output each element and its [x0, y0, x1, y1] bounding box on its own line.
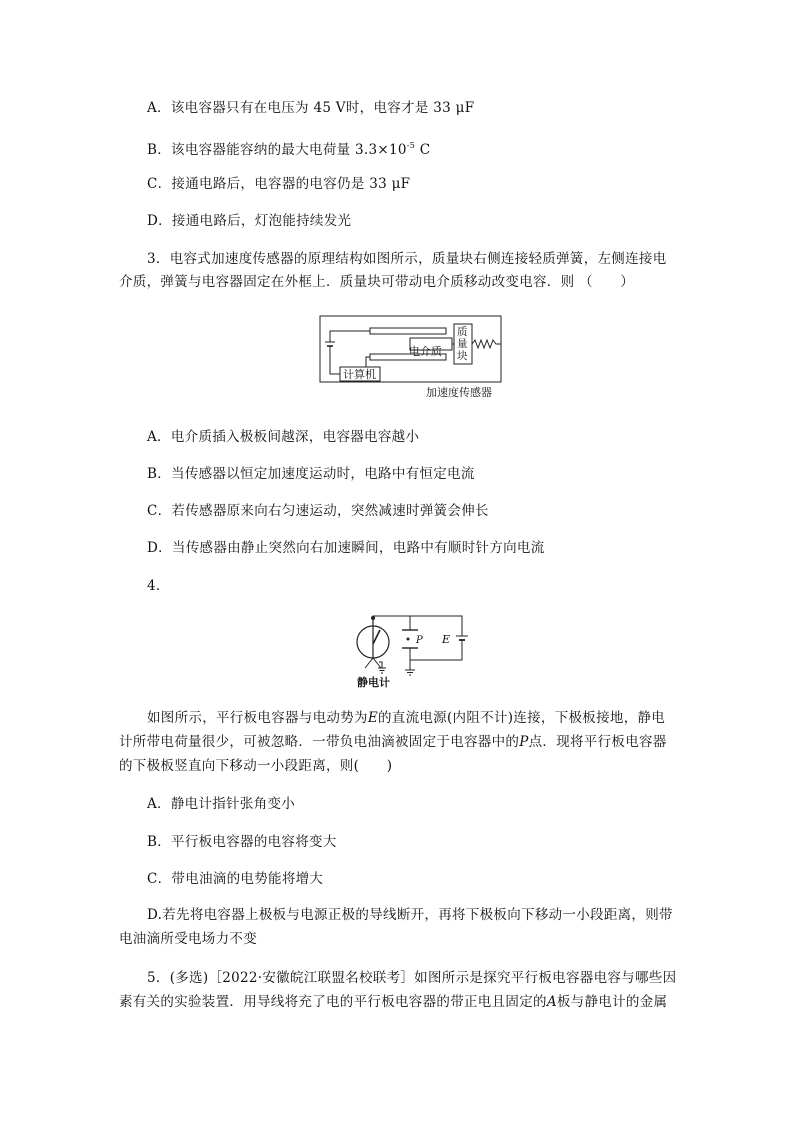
electrometer-circuit-figure [350, 614, 476, 690]
q5-line1: 5．(多选)［2022·安徽皖江联盟名校联考］如图所示是探究平行板电容器电容与哪些因 [147, 970, 677, 986]
computer-label: 计算机 [343, 368, 376, 381]
q4-number: 4． [147, 578, 170, 594]
mass-label-char-2: 量 [457, 338, 468, 350]
q4-option-d-line2: 电油滴所受电场力不变 [119, 931, 257, 947]
q4-stem-line2: 计所带电荷量很少，可被忽略．一带负电油滴被固定于电容器中的P点．现将平行板电容器 [119, 734, 667, 750]
q4-stem-line3: 的下极板竖直向下移动一小段距离，则( ) [119, 758, 393, 774]
q4-option-d-line1: D.若先将电容器上极板与电源正极的导线断开，再将下极板向下移动一小段距离，则带 [147, 907, 673, 923]
emf-label: E [442, 633, 451, 646]
figure-caption: 加速度传感器 [426, 386, 492, 399]
upper-plate [370, 328, 446, 334]
electrometer-label: 静电计 [357, 676, 390, 689]
q4-stem-line1: 如图所示，平行板电容器与电动势为E的直流电源(内阻不计)连接，下极板接地，静电 [147, 710, 666, 726]
dielectric-label: 电介质 [409, 345, 442, 358]
q2-option-b [147, 137, 430, 159]
point-p-dot [407, 638, 410, 641]
q2-option-a: A．该电容器只有在电压为 45 V时，电容才是 33 μF [147, 100, 475, 116]
q3-option-d: D．当传感器由静止突然向右加速瞬间，电路中有顺时针方向电流 [147, 540, 545, 556]
q3-stem-line1: 3．电容式加速度传感器的原理结构如图所示，质量块右侧连接轻质弹簧，左侧连接电 [147, 251, 667, 267]
q3-option-c: C．若传感器原来向右匀速运动，突然减速时弹簧会伸长 [147, 503, 489, 519]
q3-stem-line2: 介质，弹簧与电容器固定在外框上．质量块可带动电介质移动改变电容．则 （ ） [119, 274, 635, 290]
spring [472, 340, 501, 348]
q4-option-a: A．静电计指针张角变小 [147, 796, 296, 812]
q3-option-b: B．当传感器以恒定加速度运动时，电路中有恒定电流 [147, 466, 475, 482]
q2-option-b-text: B．该电容器能容纳的最大电荷量 3.3×10 [147, 142, 407, 158]
q3-option-a: A．电介质插入极板间越深，电容器电容越小 [147, 429, 420, 445]
q2-option-b-unit: C [415, 142, 431, 158]
q4-option-b: B．平行板电容器的电容将变大 [147, 834, 337, 850]
q4-option-c: C．带电油滴的电势能将增大 [147, 871, 324, 887]
q2-option-d: D．接通电路后，灯泡能持续发光 [147, 213, 352, 229]
acceleration-sensor-figure [318, 314, 504, 400]
q2-option-c: C．接通电路后，电容器的电容仍是 33 μF [147, 176, 411, 192]
q5-line2: 素有关的实验装置．用导线将充了电的平行板电容器的带正电且固定的A板与静电计的金属 [119, 994, 668, 1010]
mass-label-char-1: 质 [457, 326, 468, 338]
mass-label-char-3: 块 [457, 350, 468, 362]
point-p-label: P [416, 635, 423, 646]
q2-option-b-exponent: -5 [406, 141, 416, 150]
